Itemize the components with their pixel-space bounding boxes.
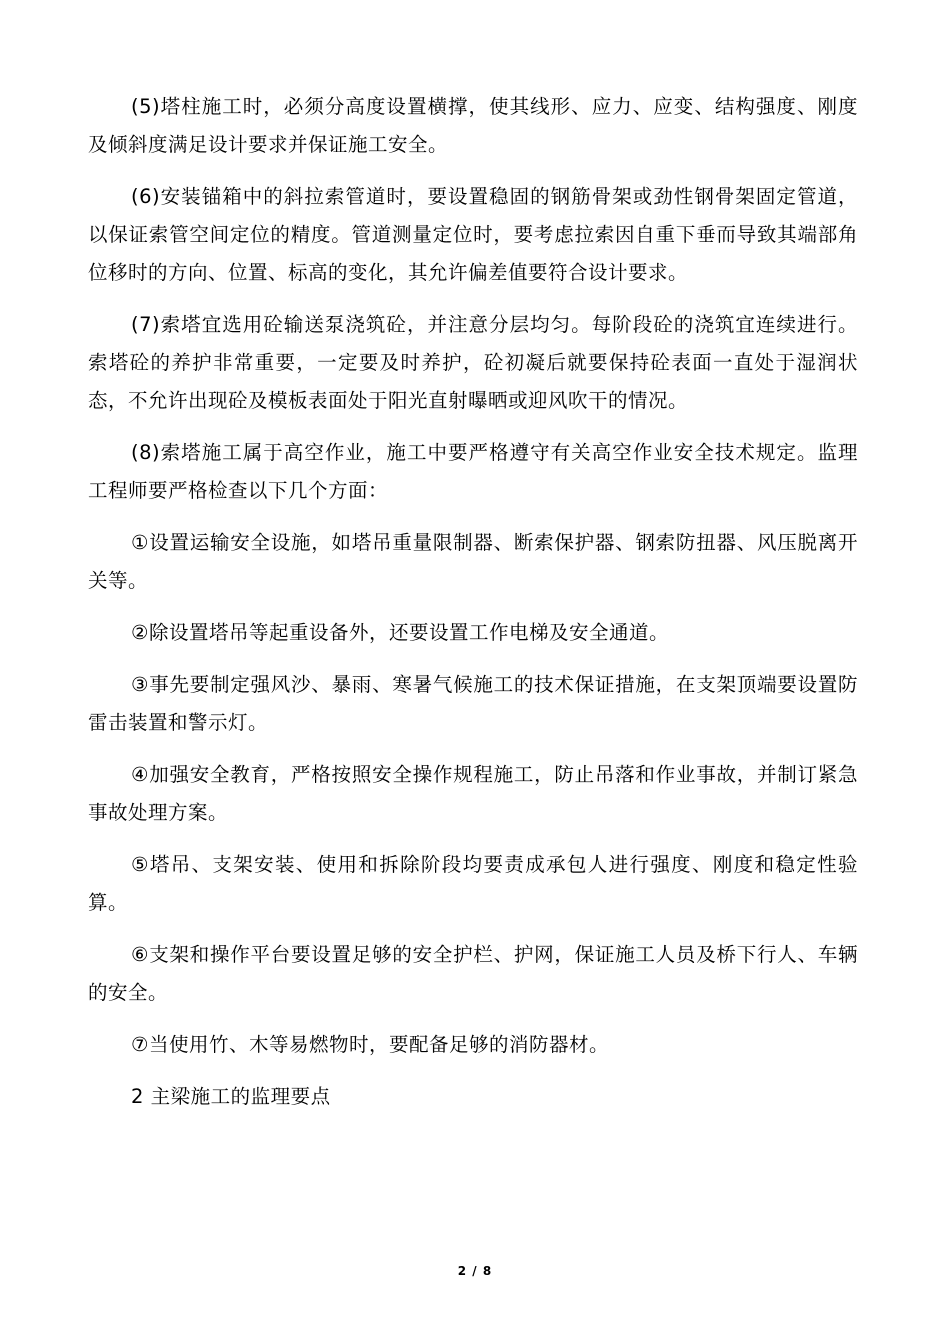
page-number: 2 / 8 <box>457 1264 493 1278</box>
list-item-4: ④加强安全教育，严格按照安全操作规程施工，防止吊落和作业事故，并制订紧急事故处理方案。 <box>88 763 858 824</box>
list-item-6: ⑥支架和操作平台要设置足够的安全护栏、护网，保证施工人员及桥下行人、车辆的安全。 <box>88 943 858 1004</box>
list-item-2: ②除设置塔吊等起重设备外，还要设置工作电梯及安全通道。 <box>131 621 669 644</box>
list-item-7: ⑦当使用竹、木等易燃物时，要配备足够的消防器材。 <box>131 1033 609 1056</box>
document-body <box>88 88 858 1130</box>
paragraph-6: (6)安装锚箱中的斜拉索管道时，要设置稳固的钢筋骨架或劲性钢骨架固定管道，以保证索管空间定位的精度。管道测量定位时，要考虑拉索因自重下垂而导致其端部角位移时的方向、位置、标高的变化，其允许偏差值要符合设计要求。 <box>88 185 858 284</box>
section-heading: 2 主梁施工的监理要点 <box>131 1085 331 1108</box>
list-item-5: ⑤塔吊、支架安装、使用和拆除阶段均要责成承包人进行强度、刚度和稳定性验算。 <box>88 853 858 914</box>
paragraph-7: (7)索塔宜选用砼输送泵浇筑砼，并注意分层均匀。每阶段砼的浇筑宜连续进行。索塔砼的养护非常重要，一定要及时养护，砼初凝后就要保持砼表面一直处于湿润状态，不允许出现砼及模板表面处于阳光直射曝晒或迎风吹干的情况。 <box>88 313 858 412</box>
list-item-3: ③事先要制定强风沙、暴雨、寒暑气候施工的技术保证措施，在支架顶端要设置防雷击装置和警示灯。 <box>88 673 858 734</box>
list-item-1: ①设置运输安全设施，如塔吊重量限制器、断索保护器、钢索防扭器、风压脱离开关等。 <box>88 531 858 592</box>
paragraph-8: (8)索塔施工属于高空作业，施工中要严格遵守有关高空作业安全技术规定。监理工程师要严格检查以下几个方面： <box>88 441 858 502</box>
paragraph-5: (5)塔柱施工时，必须分高度设置横撑，使其线形、应力、应变、结构强度、刚度及倾斜度满足设计要求并保证施工安全。 <box>88 95 858 156</box>
